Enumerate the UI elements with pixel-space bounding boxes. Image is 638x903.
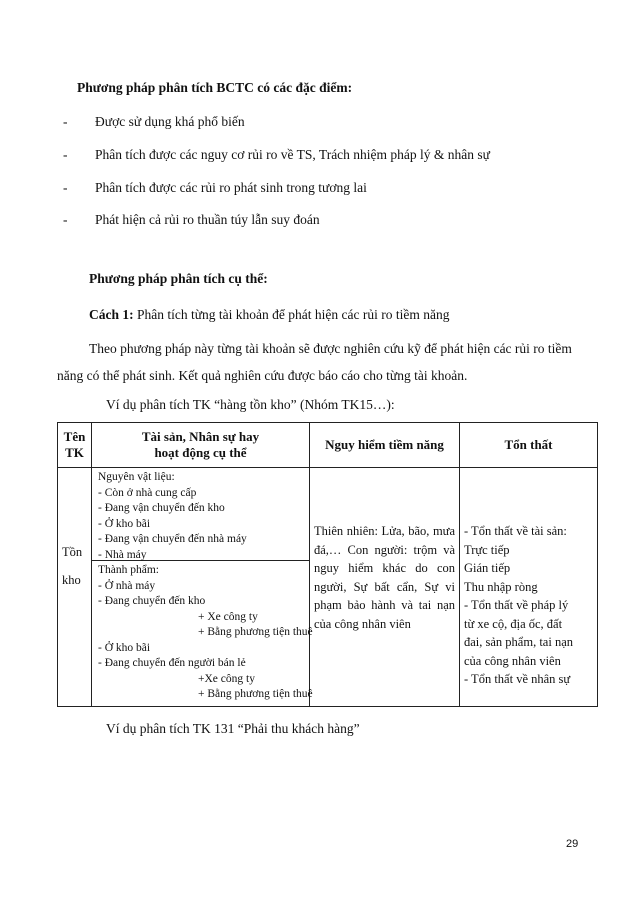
asset-line: - Ở nhà máy [98, 579, 156, 592]
table-header-row [58, 423, 598, 468]
bullet-item: Được sử dụng khá phổ biến [95, 114, 245, 129]
section-heading-specific-method: Phương pháp phân tích cụ thể: [89, 271, 268, 286]
example-receivables-caption: Ví dụ phân tích TK 131 “Phải thu khách hàng” [106, 721, 360, 736]
loss-line: của công nhân viên [464, 653, 561, 668]
paragraph-line-2: năng có thể phát sinh. Kết quả nghiên cứu được báo cáo cho từng tài khoản. [57, 368, 468, 383]
asset-line: - Đang chuyển đến người bán lẻ [98, 657, 246, 669]
loss-line: từ xe cộ, địa ốc, đất [464, 616, 563, 631]
section-heading-characteristics: Phương pháp phân tích BCTC có các đặc điểm: [77, 80, 353, 95]
header-assets [92, 423, 310, 468]
assets-raw-materials [92, 468, 309, 561]
loss-line: Trực tiếp [464, 542, 510, 557]
asset-line: - Đang chuyển đến kho [98, 595, 206, 607]
asset-line: - Nhà máy [98, 548, 147, 561]
account-line1: Tồn [62, 545, 83, 559]
asset-line: + Bằng phương tiện thuê [198, 688, 313, 700]
example-inventory-caption: Ví dụ phân tích TK “hàng tồn kho” (Nhóm TK15…): [106, 397, 395, 412]
method-text: Phân tích từng tài khoản để phát hiện các rủi ro tiềm năng [133, 307, 450, 322]
header-assets-line1: Tài sản, Nhân sự hay [141, 429, 260, 444]
loss-line: Thu nhập ròng [464, 579, 538, 594]
hazards-text: Thiên nhiên: Lửa, bão, mưa đá,… Con người: trộm và nguy hiểm khác do con người, Sự bất cẩn, Sự vi phạm bảo hành và tai nạn của công nhân viên [314, 524, 455, 631]
bullet-item: Phát hiện cả rủi ro thuần túy lẫn suy đoán [95, 212, 320, 227]
assets-finished-goods [92, 561, 313, 703]
asset-line: Nguyên vật liệu: [98, 471, 175, 483]
asset-line: - Còn ở nhà cung cấp [98, 486, 197, 499]
loss-line: Gián tiếp [464, 561, 511, 575]
asset-line: - Đang vận chuyển đến kho [98, 502, 225, 514]
table-row [58, 468, 598, 707]
asset-line: + Bằng phương tiện thuê [198, 626, 313, 638]
header-losses: Tổn thất [460, 423, 598, 468]
cell-account [58, 468, 92, 707]
bullet-dash: - [63, 212, 68, 227]
loss-line: đai, sản phẩm, tai nạn [464, 635, 573, 649]
header-assets-line2: hoạt động cụ thể [154, 445, 247, 460]
loss-line: - Tổn thất về nhân sự [464, 672, 571, 686]
method-line [89, 307, 449, 323]
asset-line: - Đang vận chuyển đến nhà máy [98, 533, 247, 545]
asset-line: +Xe công ty [198, 672, 255, 685]
inventory-analysis-table [57, 422, 598, 707]
bullet-item: Phân tích được các nguy cơ rủi ro về TS, Trách nhiệm pháp lý & nhân sự [95, 147, 490, 162]
page-number: 29 [566, 838, 579, 850]
loss-line: - Tổn thất về pháp lý [464, 598, 569, 612]
cell-losses [460, 468, 598, 707]
asset-line: Thành phẩm: [98, 564, 159, 576]
loss-line: - Tổn thất về tài sản: [464, 524, 567, 538]
header-account-line1: Tên [63, 429, 86, 444]
method-label: Cách 1: [89, 307, 134, 322]
account-line2: kho [62, 573, 81, 587]
bullet-dash: - [63, 147, 68, 162]
bullet-dash: - [63, 180, 68, 195]
asset-line: + Xe công ty [198, 610, 258, 623]
header-account-name [58, 423, 92, 468]
paragraph-line-1: Theo phương pháp này từng tài khoản sẽ được nghiên cứu kỹ để phát hiện các rủi ro tiềm [89, 341, 572, 356]
asset-line: - Ở kho bãi [98, 641, 151, 654]
asset-line: - Ở kho bãi [98, 517, 151, 530]
cell-hazards [310, 468, 460, 707]
header-account-line2: TK [65, 445, 84, 460]
header-hazards: Nguy hiểm tiềm năng [310, 423, 460, 468]
bullet-dash: - [63, 114, 68, 129]
bullet-item: Phân tích được các rủi ro phát sinh trong tương lai [95, 180, 367, 195]
cell-assets [92, 468, 313, 707]
